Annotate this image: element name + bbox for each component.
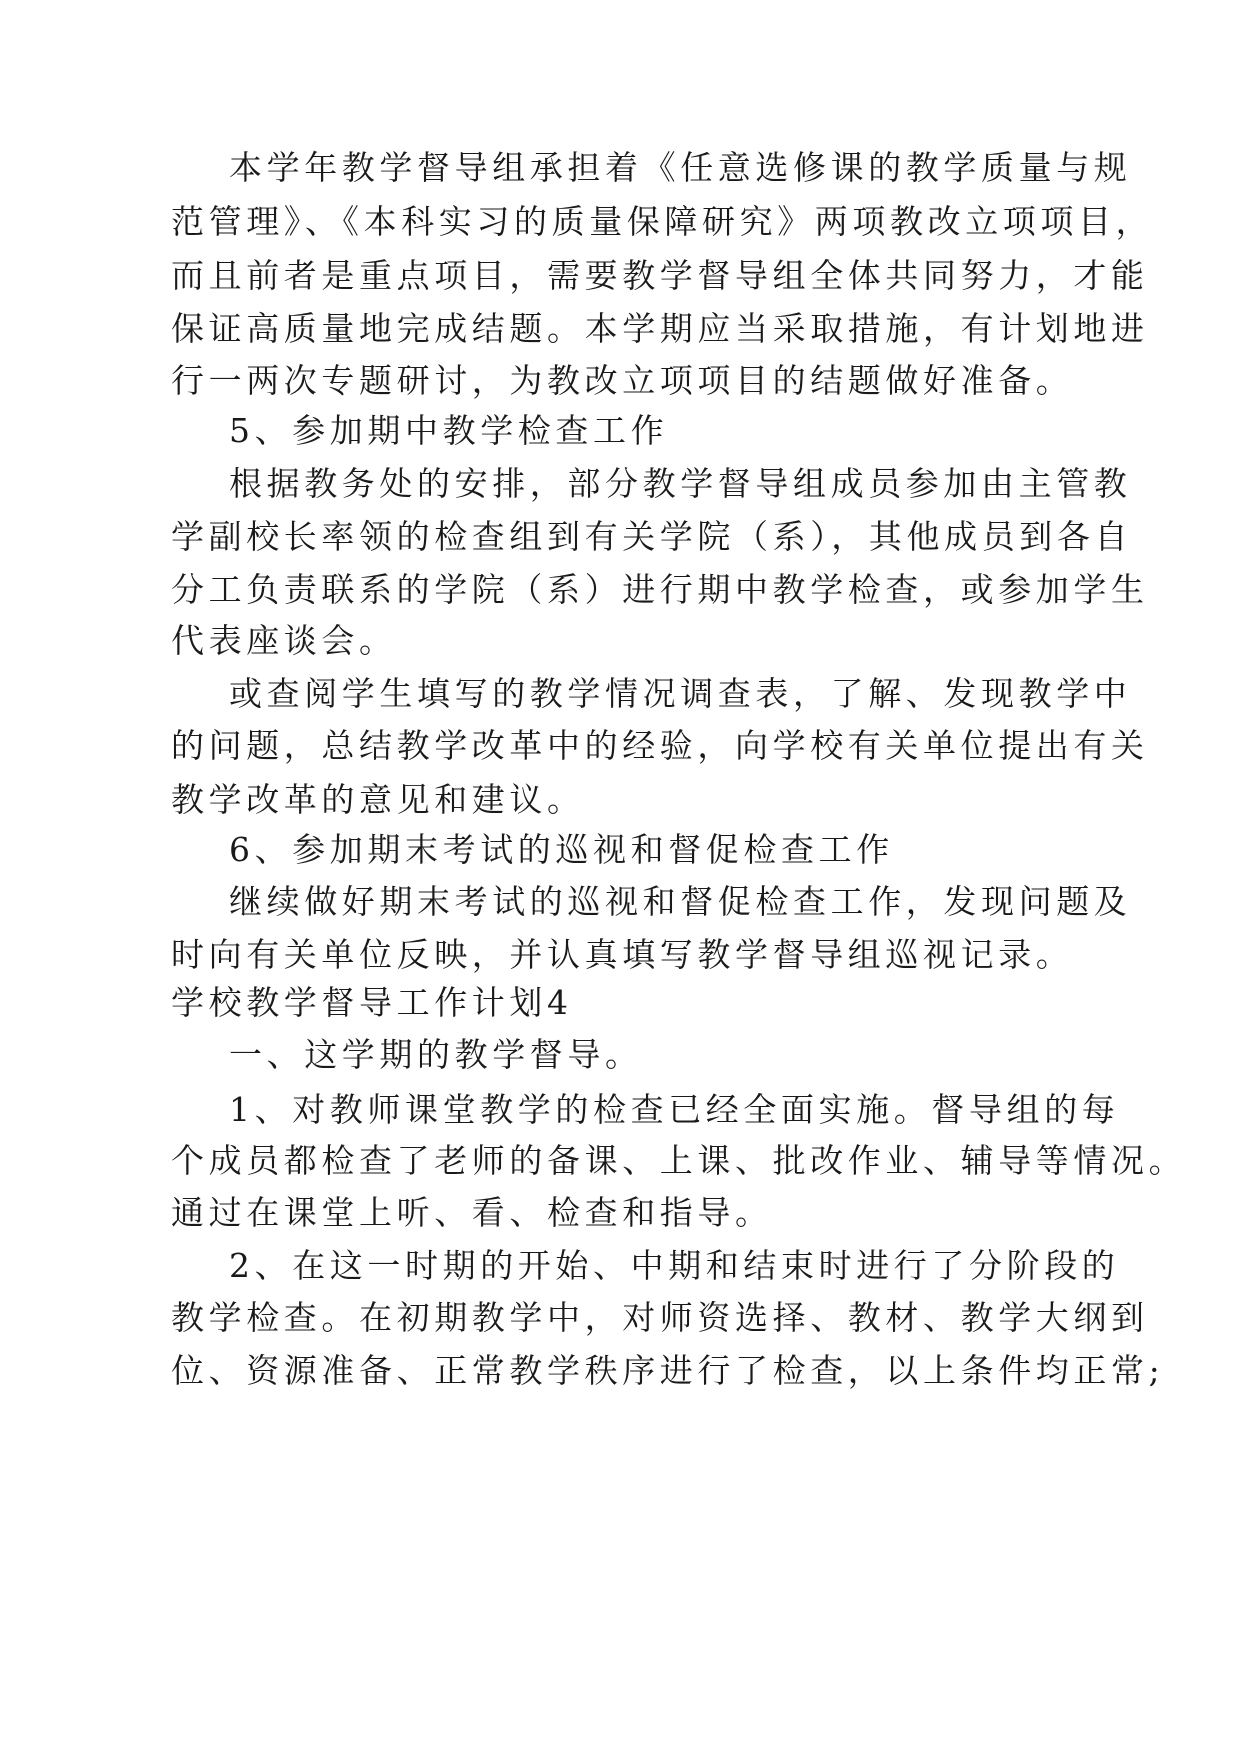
paragraph-line: 保证高质量地完成结题。本学期应当采取措施，有计划地进 (171, 309, 1149, 348)
section-heading: 一、这学期的教学督导。 (229, 1035, 643, 1074)
paragraph-line: 而且前者是重点项目，需要教学督导组全体共同努力，才能 (171, 256, 1149, 295)
paragraph-line: 本学年教学督导组承担着《任意选修课的教学质量与规 (229, 148, 1132, 187)
paragraph-line: 通过在课堂上听、看、检查和指导。 (171, 1193, 773, 1232)
paragraph-line: 学副校长率领的检查组到有关学院（系），其他成员到各自 (171, 517, 1133, 556)
paragraph-line: 2、在这一时期的开始、中期和结束时进行了分阶段的 (229, 1246, 1120, 1285)
section-heading: 5、参加期中教学检查工作 (229, 411, 669, 450)
paragraph-line: 根据教务处的安排，部分教学督导组成员参加由主管教 (229, 464, 1132, 503)
paragraph-line: 继续做好期末考试的巡视和督促检查工作，发现问题及 (229, 882, 1132, 921)
paragraph-line: 教学检查。在初期教学中，对师资选择、教材、教学大纲到 (171, 1298, 1149, 1337)
paragraph-line: 代表座谈会。 (171, 621, 397, 660)
paragraph-line: 时向有关单位反映，并认真填写教学督导组巡视记录。 (171, 935, 1074, 974)
paragraph-line: 或查阅学生填写的教学情况调查表，了解、发现教学中 (229, 674, 1132, 713)
paragraph-line: 分工负责联系的学院（系）进行期中教学检查，或参加学生 (171, 570, 1149, 609)
paragraph-line: 1、对教师课堂教学的检查已经全面实施。督导组的每 (229, 1090, 1120, 1129)
section-heading: 6、参加期末考试的巡视和督促检查工作 (229, 830, 894, 869)
paragraph-line: 教学改革的意见和建议。 (171, 780, 585, 819)
document-title: 学校教学督导工作计划4 (171, 983, 573, 1022)
paragraph-line: 位、资源准备、正常教学秩序进行了检查，以上条件均正常; (171, 1351, 1165, 1390)
paragraph-line: 个成员都检查了老师的备课、上课、批改作业、辅导等情况。 (171, 1141, 1187, 1180)
paragraph-line: 范管理》、《本科实习的质量保障研究》两项教改立项项目， (171, 202, 1154, 241)
paragraph-line: 行一两次专题研讨，为教改立项项目的结题做好准备。 (171, 361, 1074, 400)
paragraph-line: 的问题，总结教学改革中的经验，向学校有关单位提出有关 (171, 726, 1149, 765)
